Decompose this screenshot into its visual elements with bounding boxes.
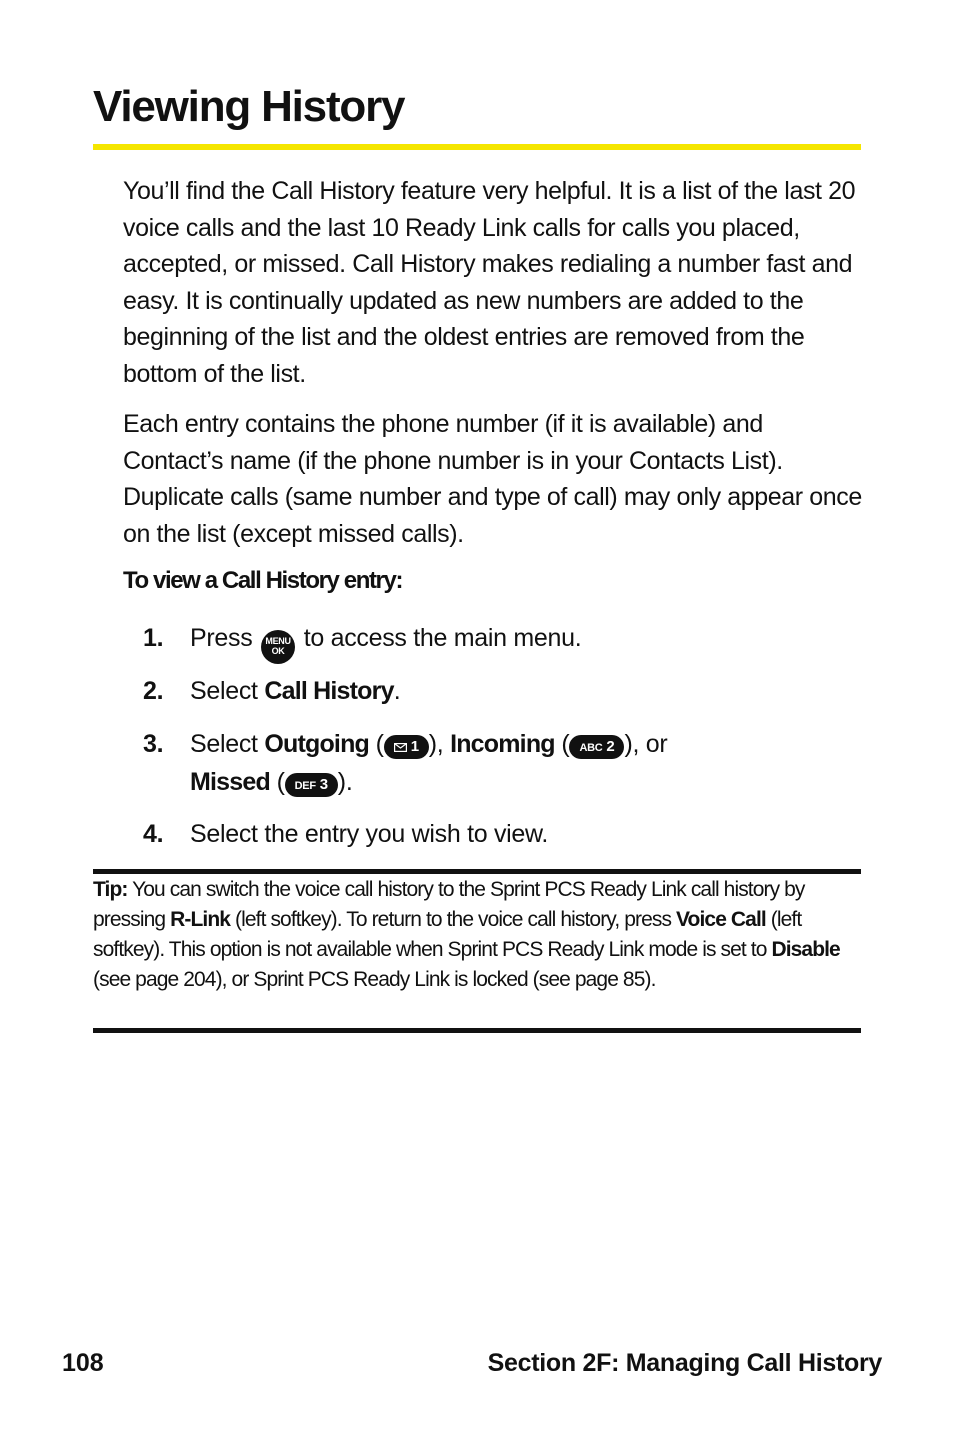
step-text [190, 672, 850, 710]
tip-text: (left softkey). To return to the voice call history, press [235, 908, 672, 931]
step-text [190, 619, 850, 664]
step-text-end: . [393, 677, 401, 705]
missed-option-name: Missed [190, 768, 270, 796]
tip-top-rule [93, 869, 861, 874]
intro-paragraph: You’ll find the Call History feature very helpful. It is a list of the last 20 voice calls and the last 10 Ready Link calls for calls you placed, accepted, or missed. Call History makes redialing a number fast and easy. It is continually updated as new numbers are added to the beginning of the list and the oldest entries are removed from the bottom of the list. [123, 177, 856, 388]
tip-text: (left softkey). This option is not available when Sprint PCS Ready Link mode is set to [93, 908, 802, 961]
key-digit: 2 [606, 738, 615, 755]
step-text-start: Select [190, 677, 258, 705]
menu-key-label: MENU [265, 636, 291, 646]
disable-setting-name: Disable [771, 938, 840, 961]
step-number: 2. [143, 677, 164, 705]
r-link-softkey-name: R-Link [170, 908, 231, 931]
key-3-def-icon [285, 773, 338, 797]
ok-key-label: OK [271, 646, 285, 656]
step-text: Select Outgoing ( 1 ), Incoming ( ABC 2 ), or Missed ( DEF 3 ). [190, 730, 668, 796]
envelope-icon [394, 743, 407, 752]
tip-text: You can switch the voice call history to the Sprint PCS Ready Link call history by pressing [93, 878, 805, 931]
step-text-start: Press [190, 624, 253, 652]
separator: ), [428, 730, 451, 758]
procedure-heading: To view a Call History entry: [123, 567, 403, 594]
step-text: Select the entry you wish to view. [190, 820, 549, 848]
incoming-option-name: Incoming [450, 730, 555, 758]
step-text-end: to access the main menu. [303, 624, 582, 652]
step-number: 4. [143, 820, 164, 848]
section-title: Section 2F: Managing Call History [487, 1349, 882, 1377]
key-letters: ABC [579, 742, 603, 754]
voice-call-softkey-name: Voice Call [676, 908, 766, 931]
key-1-icon [384, 735, 429, 759]
tip-box [93, 875, 863, 995]
step-number: 1. [143, 624, 164, 652]
step-number: 3. [143, 730, 164, 758]
page-title: Viewing History [93, 82, 405, 131]
page-number: 108 [62, 1349, 104, 1377]
outgoing-option-name: Outgoing [264, 730, 370, 758]
tip-bottom-rule [93, 1028, 861, 1033]
key-digit: 1 [410, 738, 419, 755]
menu-ok-key-icon [261, 630, 295, 664]
step-text-end: ). [337, 768, 353, 796]
tip-label: Tip: [93, 878, 128, 901]
key-letters: DEF [294, 780, 316, 792]
key-digit: 3 [319, 776, 328, 793]
tip-text: (see page 204), or Sprint PCS Ready Link is locked (see page 85). [93, 968, 656, 991]
title-underline-rule [93, 144, 861, 150]
separator: ), or [624, 730, 668, 758]
entry-description-paragraph: Each entry contains the phone number (if it is available) and Contact’s name (if the phone number is in your Contacts List). Duplicate calls (same number and type of call) may only appear once on the list (except missed calls). [123, 410, 862, 548]
step-text-start: Select [190, 730, 258, 758]
call-history-menu-name: Call History [264, 677, 394, 705]
key-2-abc-icon [569, 735, 624, 759]
